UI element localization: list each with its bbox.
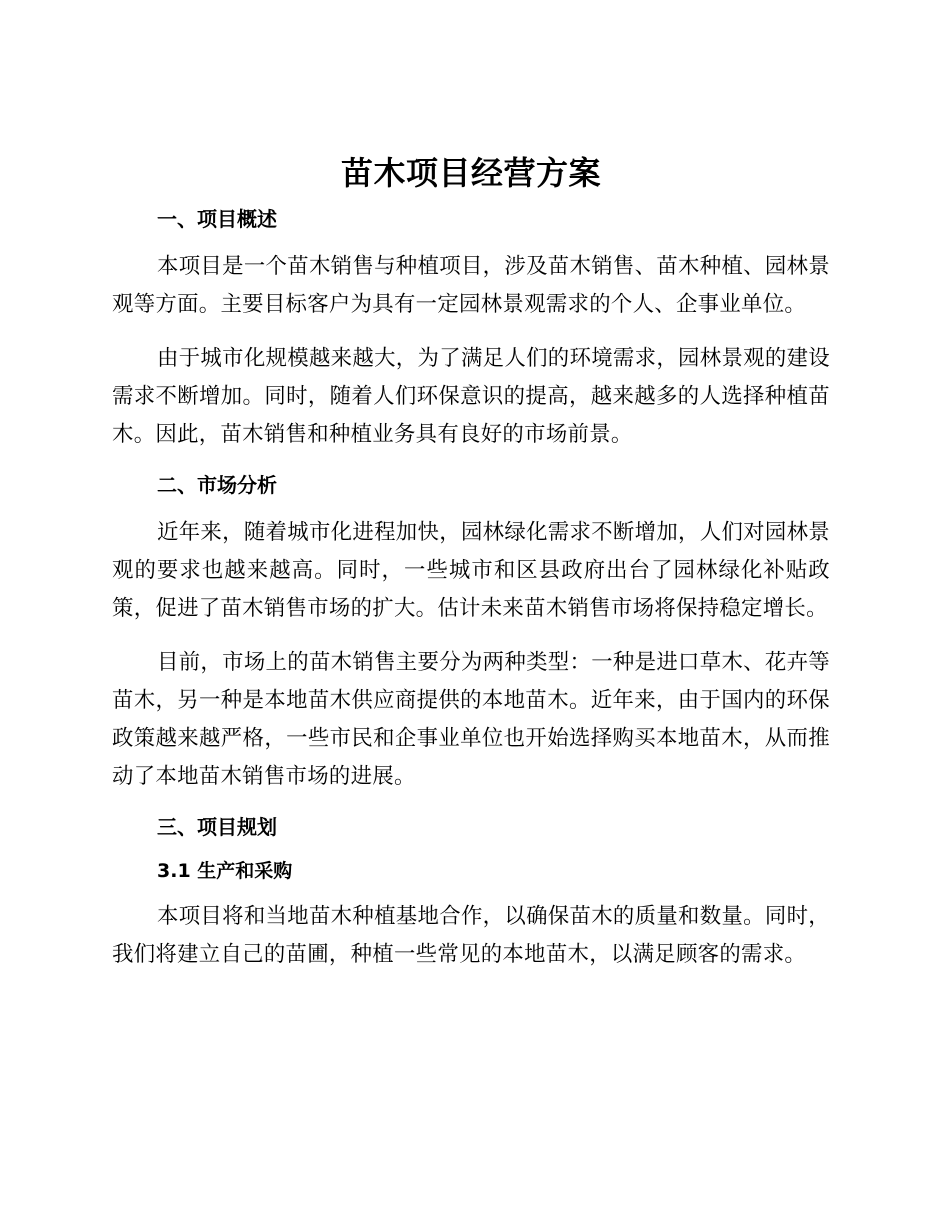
- subsection-production-procurement: [112, 856, 830, 974]
- section-overview: [112, 204, 830, 454]
- document-body: [112, 150, 830, 990]
- paragraph: 由于城市化规模越来越大，为了满足人们的环境需求，园林景观的建设需求不断增加。同时，随着人们环保意识的提高，越来越多的人选择种植苗木。因此，苗木销售和种植业务具有良好的市场前景。: [112, 346, 830, 447]
- subsection-heading: 3.1 生产和采购: [157, 860, 293, 882]
- paragraph: 目前，市场上的苗木销售主要分为两种类型：一种是进口草木、花卉等苗木，另一种是本地苗木供应商提供的本地苗木。近年来，由于国内的环保政策越来越严格，一些市民和企事业单位也开始选择购买本地苗木，从而推动了本地苗木销售市场的进展。: [112, 650, 830, 789]
- section-heading: 一、项目概述: [157, 207, 277, 231]
- section-heading: 三、项目规划: [157, 815, 277, 839]
- section-market-analysis: [112, 470, 830, 796]
- document-title: 苗木项目经营方案: [340, 154, 601, 192]
- paragraph: 本项目是一个苗木销售与种植项目，涉及苗木销售、苗木种植、园林景观等方面。主要目标客户为具有一定园林景观需求的个人、企事业单位。: [112, 254, 830, 317]
- section-heading: 二、市场分析: [157, 473, 277, 497]
- paragraph: 近年来，随着城市化进程加快，园林绿化需求不断增加，人们对园林景观的要求也越来越高。同时，一些城市和区县政府出台了园林绿化补贴政策，促进了苗木销售市场的扩大。估计未来苗木销售市场将保持稳定增长。: [112, 520, 830, 621]
- section-project-planning: [112, 812, 830, 974]
- paragraph: 本项目将和当地苗木种植基地合作，以确保苗木的质量和数量。同时，我们将建立自己的苗圃，种植一些常见的本地苗木，以满足顾客的需求。: [112, 904, 830, 967]
